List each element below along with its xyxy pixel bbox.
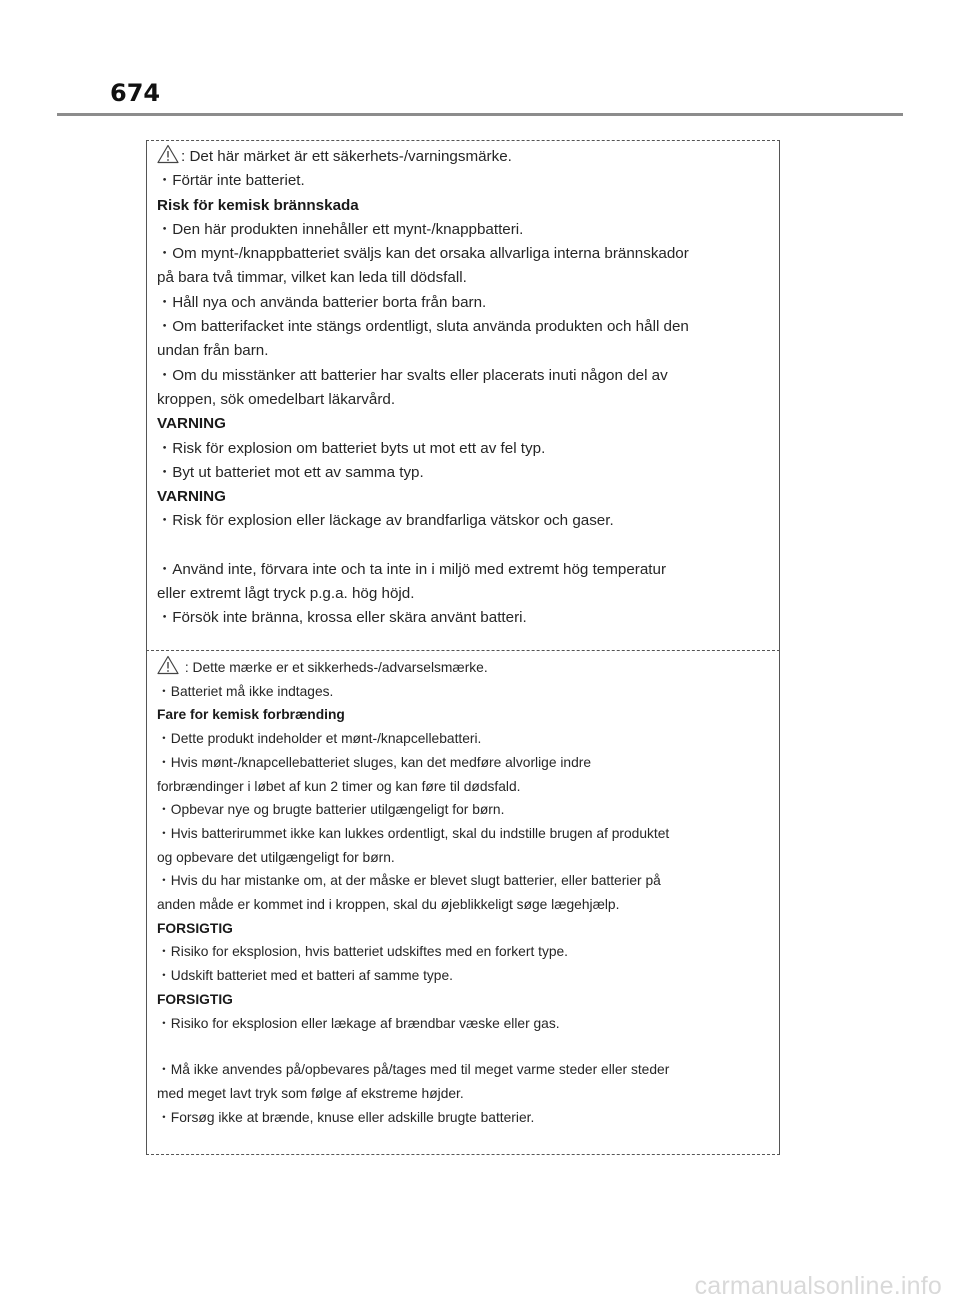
box-top-border [146, 140, 780, 141]
warning-triangle-icon [157, 144, 179, 164]
text-line: ・Risk för explosion eller läckage av brandfarliga vätskor och gaser. [157, 512, 614, 530]
swedish-text-lines [157, 169, 772, 630]
swedish-battery-warning [157, 144, 772, 631]
text-line: ・Om mynt-/knappbatteriet sväljs kan det orsaka allvarliga interna brännskador [157, 245, 689, 263]
section-heading: Risk för kemisk brännskada [157, 196, 359, 214]
text-line: anden måde er kommet ind i kroppen, skal du øjeblikkeligt søge lægehjælp. [157, 897, 620, 913]
text-line: ・Risiko for eksplosion, hvis batteriet udskiftes med en forkert type. [157, 944, 569, 960]
spacer-line [157, 1035, 772, 1058]
text-line: ・Om du misstänker att batterier har svalts eller placerats inuti någon del av [157, 366, 668, 384]
text-line: med meget lavt tryk som følge af ekstreme højder. [157, 1085, 464, 1101]
text-line: ・Hvis mønt-/knapcellebatteriet sluges, kan det medføre alvorlige indre [157, 754, 592, 770]
box-bottom-border [146, 1154, 780, 1155]
section-heading: VARNING [157, 488, 226, 506]
section-heading: FORSIGTIG [157, 920, 233, 936]
text-line: undan från barn. [157, 342, 269, 360]
text-line: ・Må ikke anvendes på/opbevares på/tages med til meget varme steder eller steder [157, 1062, 670, 1078]
header-rule [57, 113, 903, 116]
text-line: ・Om batterifacket inte stängs ordentligt, sluta använda produkten och håll den [157, 318, 689, 336]
text-line: ・Hvis du har mistanke om, at der måske er blevet slugt batterier, eller batterier på [157, 873, 661, 889]
text-line: eller extremt lågt tryck p.g.a. hög höjd. [157, 585, 415, 603]
danish-text-lines [157, 680, 772, 1130]
section-heading: VARNING [157, 415, 226, 433]
text-line: ・Dette produkt indeholder et mønt-/knapcellebatteri. [157, 731, 482, 747]
text-line: ・Byt ut batteriet mot ett av samma typ. [157, 463, 424, 481]
text-line: og opbevare det utilgængeligt for børn. [157, 849, 395, 865]
text-line: ・Udskift batteriet med et batteri af samme type. [157, 968, 453, 984]
danish-warning-intro [157, 655, 772, 680]
text-line: ・Risiko for eksplosion eller lækage af brændbar væske eller gas. [157, 1015, 560, 1031]
text-line: på bara två timmar, vilket kan leda till dödsfall. [157, 269, 467, 287]
swedish-warning-intro [157, 144, 772, 169]
page-number: 674 [110, 79, 161, 107]
text-line: ・Den här produkten innehåller ett mynt-/knappbatteri. [157, 220, 524, 238]
text-line: ・Forsøg ikke at brænde, knuse eller adskille brugte batterier. [157, 1109, 535, 1125]
text-line: kroppen, sök omedelbart läkarvård. [157, 390, 396, 408]
text-line: ・Använd inte, förvara inte och ta inte in i miljö med extremt hög temperatur [157, 560, 667, 578]
swedish-warning-intro-text: : Det här märket är ett säkerhets-/varningsmärke. [181, 148, 512, 165]
text-line: forbrændinger i løbet af kun 2 timer og kan føre til dødsfald. [157, 778, 521, 794]
site-watermark: carmanualsonline.info [694, 1272, 942, 1300]
text-line: ・Batteriet må ikke indtages. [157, 683, 334, 699]
text-line: ・Risk för explosion om batteriet byts ut mot ett av fel typ. [157, 439, 546, 457]
text-line: ・Opbevar nye og brugte batterier utilgængeligt for børn. [157, 802, 505, 818]
section-divider [146, 650, 780, 651]
section-heading: Fare for kemisk forbrænding [157, 707, 345, 723]
text-line: ・Förtär inte batteriet. [157, 172, 305, 190]
danish-battery-warning [157, 655, 772, 1129]
text-line: ・Försök inte bränna, krossa eller skära använt batteri. [157, 609, 527, 627]
spacer-line [157, 534, 772, 558]
text-line: ・Hvis batterirummet ikke kan lukkes ordentligt, skal du indstille brugen af produktet [157, 825, 670, 841]
warning-triangle-icon [157, 655, 179, 675]
danish-warning-intro-text: : Dette mærke er et sikkerheds-/advarselsmærke. [181, 660, 488, 675]
section-heading: FORSIGTIG [157, 991, 233, 1007]
text-line: ・Håll nya och använda batterier borta från barn. [157, 293, 487, 311]
